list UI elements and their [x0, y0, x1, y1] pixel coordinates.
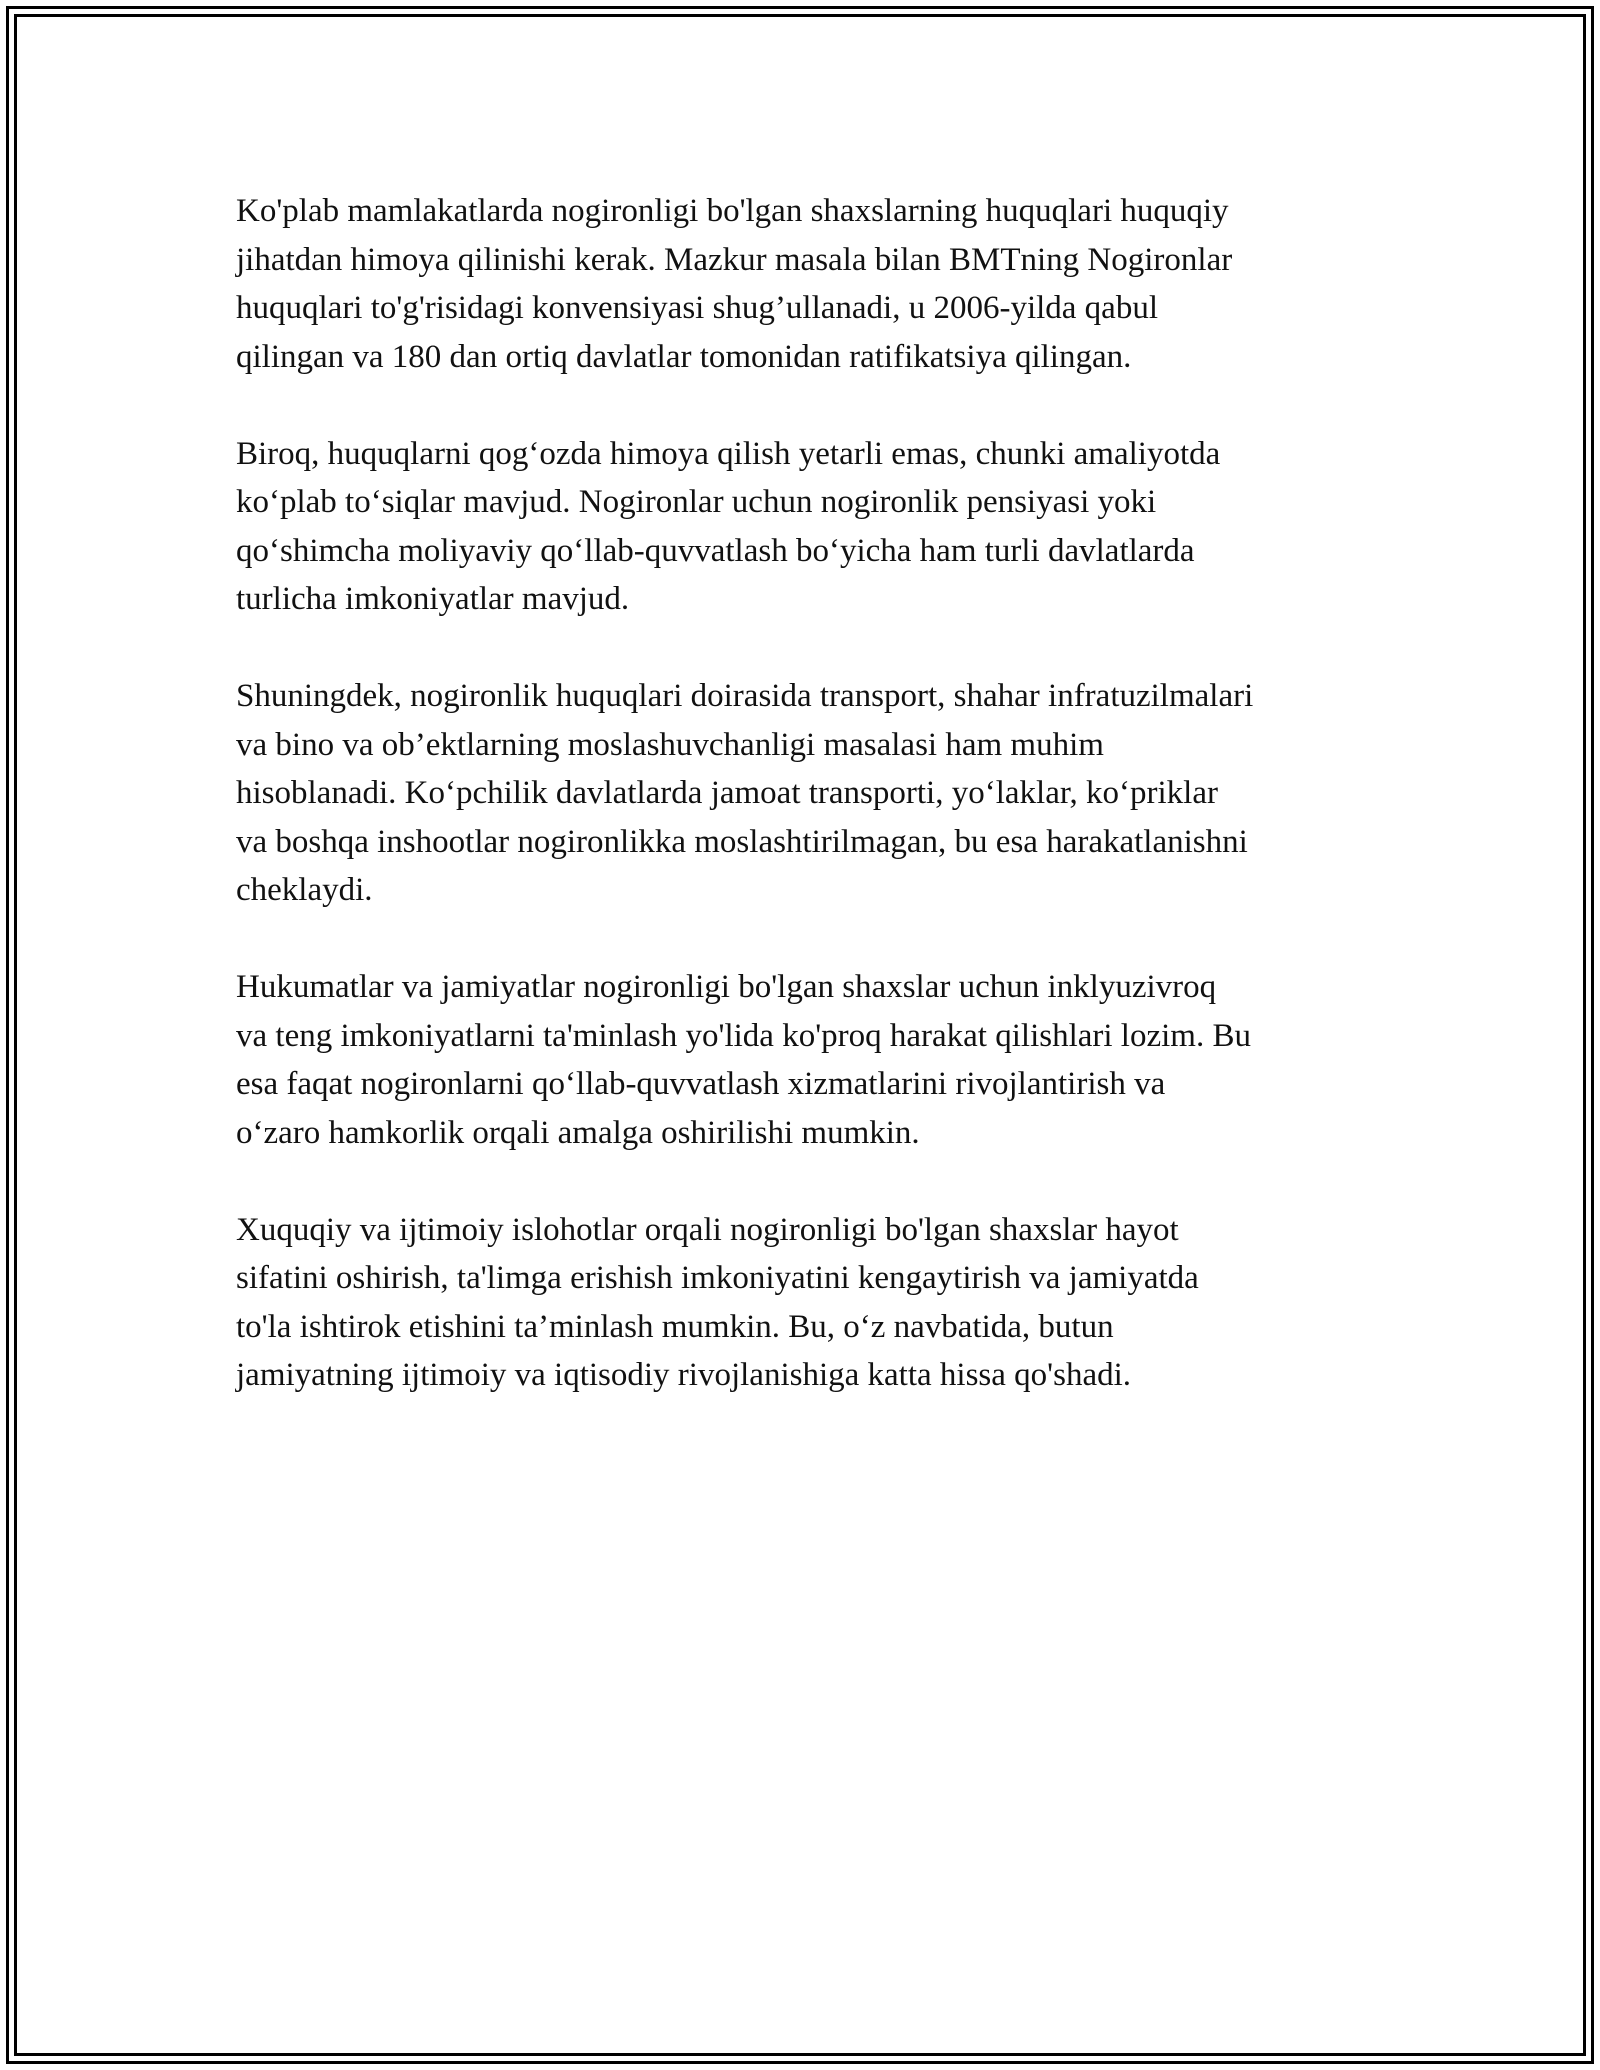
- text-line: va boshqa inshootlar nogironlikka moslashtirilmagan, bu esa harakatlanishni: [236, 823, 1248, 860]
- text-line: ko‘plab to‘siqlar mavjud. Nogironlar uchun nogironlik pensiyasi yoki: [236, 484, 1157, 520]
- text-line: va teng imkoniyatlarni ta'minlash yo'lida ko'proq harakat qilishlari lozim. Bu: [236, 1017, 1251, 1054]
- paragraph-4: [236, 963, 1376, 1157]
- text-line: esa faqat nogironlarni qo‘llab-quvvatlash xizmatlarini rivojlantirish va: [236, 1066, 1166, 1102]
- text-line: to'la ishtirok etishini ta’minlash mumkin. Bu, o‘z navbatida, butun: [236, 1308, 1114, 1345]
- text-line: hisoblanadi. Ko‘pchilik davlatlarda jamoat transporti, yo‘laklar, ko‘priklar: [236, 775, 1218, 811]
- text-line: Hukumatlar va jamiyatlar nogironligi bo'lgan shaxslar uchun inklyuzivroq: [236, 969, 1217, 1005]
- text-line: qo‘shimcha moliyaviy qo‘llab-quvvatlash bo‘yicha ham turli davlatlarda: [236, 532, 1195, 569]
- paragraph-3: [236, 672, 1376, 915]
- paragraph-5: [236, 1206, 1376, 1400]
- text-line: Biroq, huquqlarni qog‘ozda himoya qilish yetarli emas, chunki amaliyotda: [236, 435, 1221, 472]
- text-line: sifatini oshirish, ta'limga erishish imkoniyatini kengaytirish va jamiyatda: [236, 1260, 1199, 1296]
- text-line: o‘zaro hamkorlik orqali amalga oshirilishi mumkin.: [236, 1114, 920, 1151]
- paragraph-1: [236, 187, 1376, 381]
- text-line: Shuningdek, nogironlik huquqlari doirasida transport, shahar infratuzilmalari: [236, 678, 1254, 714]
- text-line: va bino va ob’ektlarning moslashuvchanligi masalasi ham muhim: [236, 726, 1104, 763]
- text-line: jihatdan himoya qilinishi kerak. Mazkur masala bilan BMTning Nogironlar: [236, 241, 1233, 278]
- text-line: Xuquqiy va ijtimoiy islohotlar orqali nogironligi bo'lgan shaxslar hayot: [236, 1211, 1179, 1248]
- text-line: jamiyatning ijtimoiy va iqtisodiy rivojlanishiga katta hissa qo'shadi.: [236, 1357, 1132, 1393]
- paragraph-2: [236, 430, 1376, 624]
- text-line: cheklaydi.: [236, 872, 373, 908]
- text-line: qilingan va 180 dan ortiq davlatlar tomonidan ratifikatsiya qilingan.: [236, 338, 1132, 375]
- document-body: [236, 187, 1376, 1448]
- text-line: Ko'plab mamlakatlarda nogironligi bo'lgan shaxslarning huquqlari huquqiy: [236, 193, 1229, 229]
- text-line: turlicha imkoniyatlar mavjud.: [236, 581, 630, 617]
- text-line: huquqlari to'g'risidagi konvensiyasi shug’ullanadi, u 2006-yilda qabul: [236, 290, 1159, 326]
